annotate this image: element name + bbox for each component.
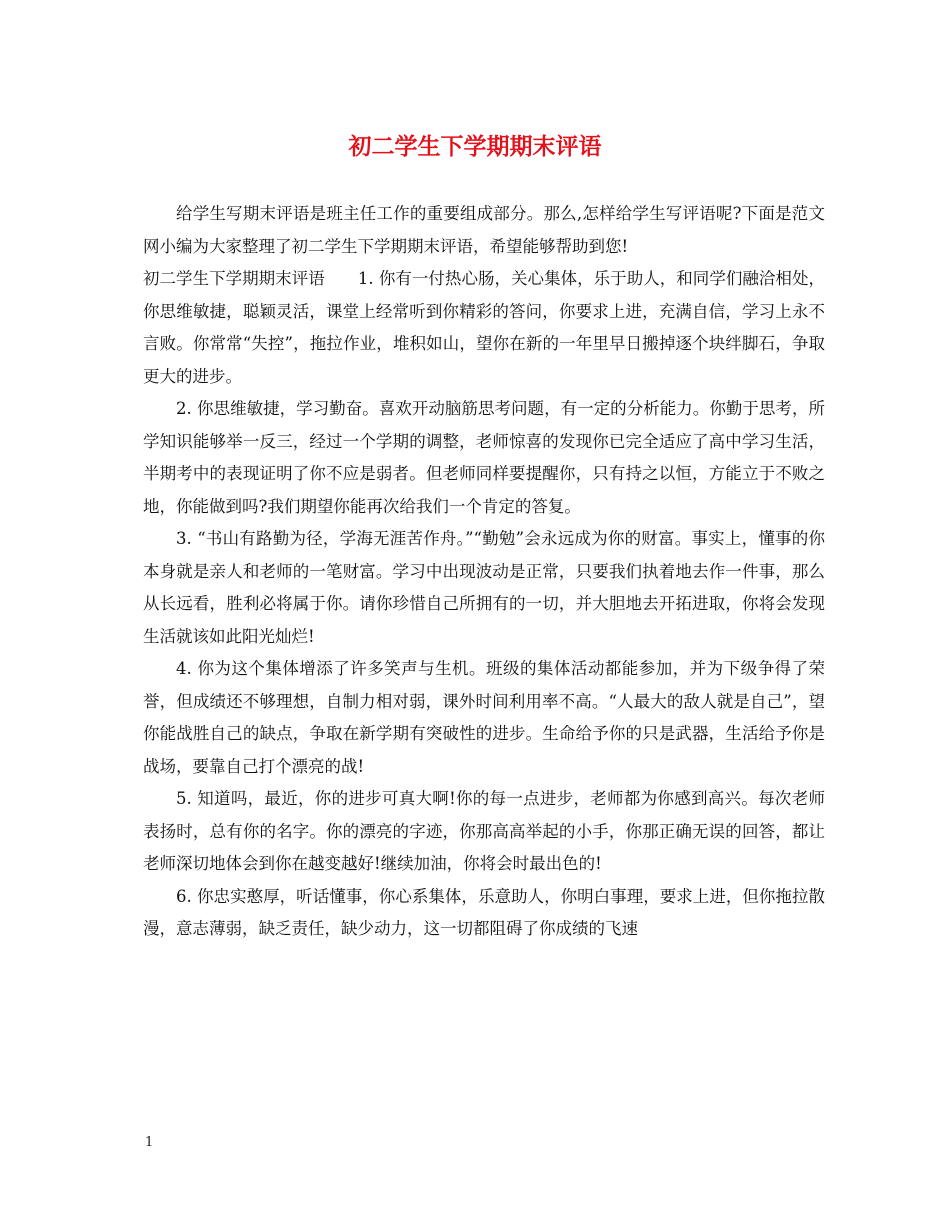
document-title: 初二学生下学期期末评语 bbox=[348, 134, 602, 160]
comment-paragraph-4: 4. 你为这个集体增添了许多笑声与生机。班级的集体活动都能参加，并为下级争得了荣誉，但成绩还不够理想，自制力相对弱，课外时间利用率不高。“人最大的敌人就是自己”，望你能战胜自己的缺点，争取在新学期有突破性的进步。生命给予你的只是武器，生活给予你是战场，要靠自己打个漂亮的战! bbox=[143, 659, 825, 776]
comment-paragraph-2: 2. 你思维敏捷，学习勤奋。喜欢开动脑筋思考问题，有一定的分析能力。你勤于思考，所学知识能够举一反三，经过一个学期的调整，老师惊喜的发现你已完全适应了高中学习生活，半期考中的表现证明了你不应是弱者。但老师同样要提醒你，只有持之以恒，方能立于不败之地，你能做到吗?我们期望你能再次给我们一个肯定的答复。 bbox=[143, 399, 825, 516]
page-number: 1 bbox=[145, 1135, 154, 1150]
document-body bbox=[143, 198, 825, 946]
comment-paragraph-3: 3. “书山有路勤为径，学海无涯苦作舟。”“勤勉”会永远成为你的财富。事实上，懂事的你本身就是亲人和老师的一笔财富。学习中出现波动是正常，只要我们执着地去作一件事，那么从长远看，胜利必将属于你。请你珍惜自己所拥有的一切，并大胆地去开拓进取，你将会发现生活就该如此阳光灿烂! bbox=[143, 529, 825, 646]
comment-paragraph-5: 5. 知道吗，最近，你的进步可真大啊!你的每一点进步，老师都为你感到高兴。每次老师表扬时，总有你的名字。你的漂亮的字迹，你那高高举起的小手，你那正确无误的回答，都让老师深切地体会到你在越变越好!继续加油，你将会时最出色的! bbox=[143, 789, 825, 873]
comment-paragraph-6: 6. 你忠实憨厚，听话懂事，你心系集体，乐意助人，你明白事理，要求上进，但你拖拉散漫，意志薄弱，缺乏责任，缺少动力，这一切都阻碍了你成绩的飞速 bbox=[143, 886, 825, 938]
comment-paragraph-1: 初二学生下学期期末评语 1. 你有一付热心肠，关心集体，乐于助人，和同学们融洽相处，你思维敏捷，聪颖灵活，课堂上经常听到你精彩的答问，你要求上进，充满自信，学习上永不言败。你常常“失控”，拖拉作业，堆积如山，望你在新的一年里早日搬掉逐个块绊脚石，争取更大的进步。 bbox=[143, 269, 825, 386]
intro-paragraph: 给学生写期末评语是班主任工作的重要组成部分。那么,怎样给学生写评语呢?下面是范文网小编为大家整理了初二学生下学期期末评语，希望能够帮助到您! bbox=[143, 204, 825, 256]
